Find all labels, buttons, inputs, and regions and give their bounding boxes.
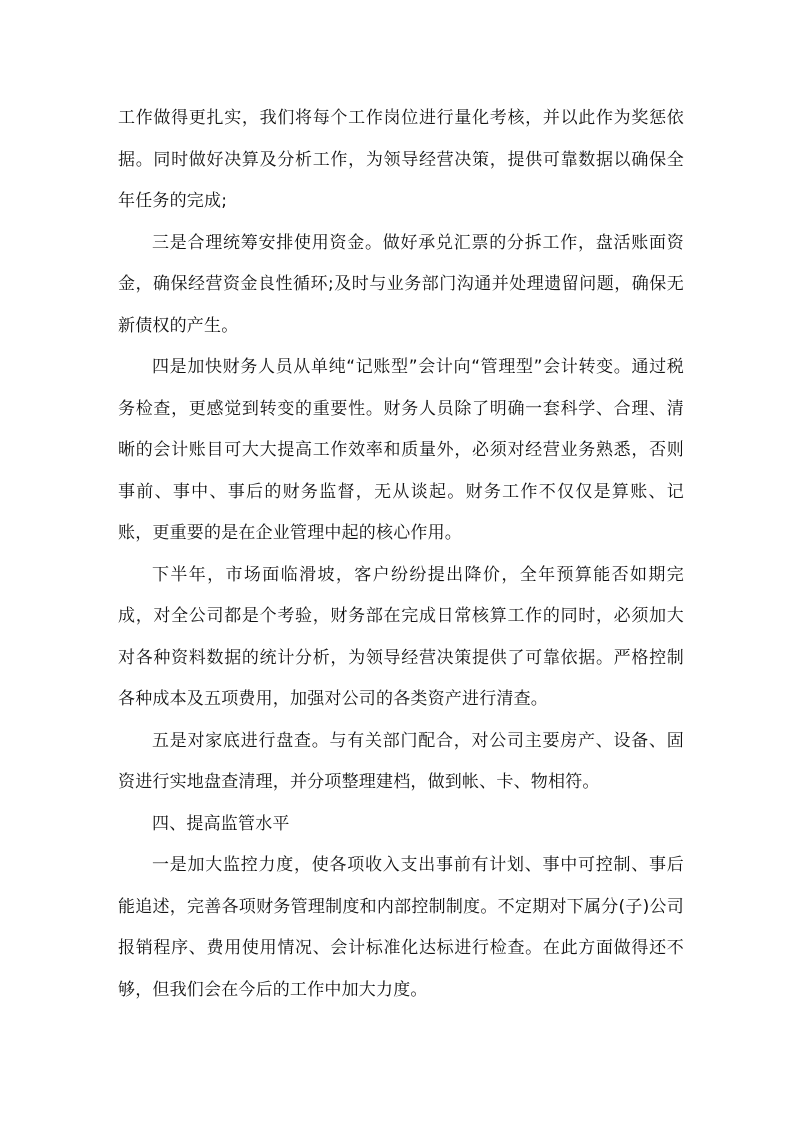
paragraph-asset-inventory: 五是对家底进行盘查。与有关部门配合，对公司主要房产、设备、固资进行实地盘查清理，并分项整理建档，做到帐、卡、物相符。 [118, 730, 684, 792]
paragraph-accounting-transformation: 四是加快财务人员从单纯“记账型”会计向“管理型”会计转变。通过税务检查，更感觉到转变的重要性。财务人员除了明确一套科学、合理、清晰的会计账目可大大提高工作效率和质量外，必须对经营业务熟悉，否则事前、事中、事后的财务监督，无从谈起。财务工作不仅仅是算账、记账，更重要的是在企业管理中起的核心作用。 [118, 357, 684, 543]
document-body [118, 98, 684, 1011]
paragraph-continuation: 工作做得更扎实，我们将每个工作岗位进行量化考核，并以此作为奖惩依据。同时做好决算及分析工作，为领导经营决策，提供可靠数据以确保全年任务的完成; [118, 108, 684, 211]
paragraph-supervision: 一是加大监控力度，使各项收入支出事前有计划、事中可控制、事后能追述，完善各项财务管理制度和内部控制制度。不定期对下属分(子)公司报销程序、费用使用情况、会计标准化达标进行检查。在此方面做得还不够，但我们会在今后的工作中加大力度。 [118, 855, 684, 1000]
section-heading: 四、提高监管水平 [152, 813, 290, 834]
paragraph-fund-management: 三是合理统筹安排使用资金。做好承兑汇票的分拆工作，盘活账面资金，确保经营资金良性循环;及时与业务部门沟通并处理遗留问题，确保无新债权的产生。 [118, 232, 684, 336]
paragraph-second-half-year: 下半年，市场面临滑坡，客户纷纷提出降价，全年预算能否如期完成，对全公司都是个考验，财务部在完成日常核算工作的同时，必须加大对各种资料数据的统计分析，为领导经营决策提供了可靠依据。严格控制各种成本及五项费用，加强对公司的各类资产进行清查。 [118, 564, 684, 709]
